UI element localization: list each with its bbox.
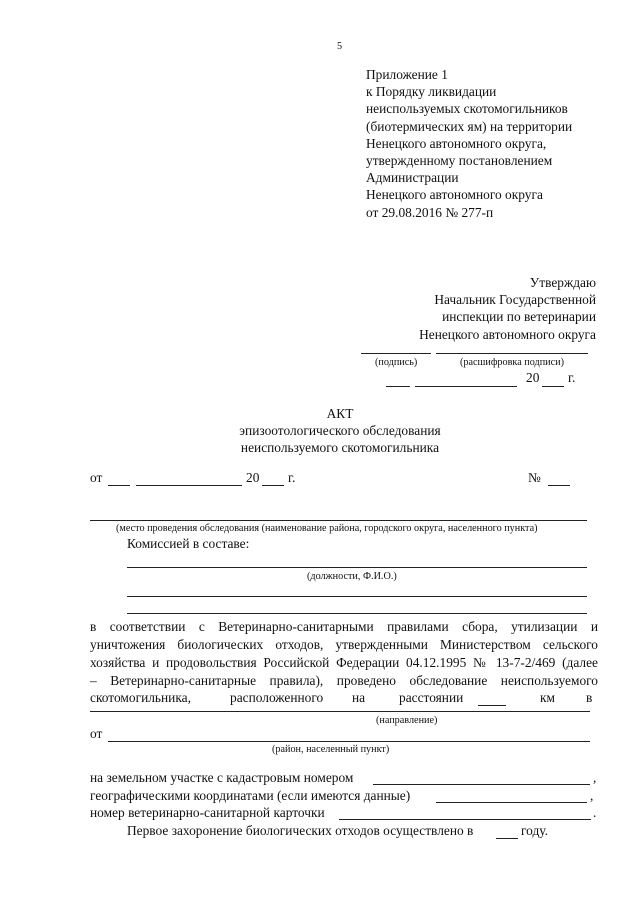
act-date-from: от [90,470,103,485]
act-year-suffix: г. [288,470,296,485]
coords-comma: , [590,788,594,803]
appendix-line: (биотермических ям) на территории [366,118,573,134]
approval-line: Начальник Государственной [434,292,596,308]
commission-line-2 [127,596,587,597]
coords-label: географическими координатами (если имеются данные) [90,788,411,803]
appendix-line: от 29.08.2016 № 277-п [366,204,494,220]
vet-card-label: номер ветеринарно-санитарной карточки [90,805,325,820]
approval-line: Утверждаю [529,275,596,290]
appendix-block [366,66,572,221]
cadastral-comma: , [593,770,597,785]
act-number-line [548,485,570,486]
approval-line: Ненецкого автономного округа [419,326,596,342]
first-burial-suffix: году. [521,823,548,838]
commission-line-3 [127,613,587,614]
approval-year-line [542,386,564,387]
commission-line-1 [127,567,587,568]
cadastral-label: на земельном участке с кадастровым номером [90,770,354,785]
approval-block [419,274,596,343]
approval-day-line [386,386,410,387]
body-line-3: хозяйства и продовольствия Российской Федерации 04.12.1995 № 13-7-2/469 (далее [90,655,598,670]
body-line-5-word2: расположенного [230,690,324,705]
page-number: 5 [337,41,343,52]
act-subtitle-line1: эпизоотологического обследования [239,423,441,438]
appendix-line: неиспользуемых скотомогильников [366,101,568,117]
approval-year-prefix: 20 [526,370,540,385]
appendix-line: Ненецкого автономного округа, [366,135,547,151]
vet-card-line [339,819,591,820]
district-line [108,741,590,742]
signature-line [361,353,431,354]
act-day-line [108,485,130,486]
decoding-caption: (расшифровка подписи) [460,357,564,368]
first-burial-prefix: Первое захоронение биологических отходов осуществлено в [127,823,474,838]
signature-decoding-line [436,353,588,354]
position-caption: (должности, Ф.И.О.) [307,571,397,582]
act-year-line [262,485,284,486]
body-line-5-v: в [586,690,593,705]
from-label: от [90,726,103,741]
direction-caption: (направление) [376,715,438,726]
body-line-5-word1: скотомогильника, [90,690,191,705]
direction-line [90,711,590,712]
act-subtitle-line2: неиспользуемого скотомогильника [240,440,440,455]
body-line-5-km: км [540,690,555,705]
appendix-line: к Порядку ликвидации [366,84,497,100]
appendix-line: Администрации [366,170,459,186]
approval-line: инспекции по ветеринарии [442,309,596,325]
act-month-line [136,485,242,486]
appendix-line: Приложение 1 [366,67,448,82]
body-line-1: в соответствии с Ветеринарно-санитарными правилами сбора, утилизации и [90,619,598,634]
appendix-line: Ненецкого автономного округа [366,187,543,203]
vet-card-period: . [593,805,597,820]
appendix-line: утвержденному постановлением [366,153,553,169]
coords-line [436,802,587,803]
district-caption: (район, населенный пункт) [272,744,390,755]
body-line-2: уничтожения биологических отходов, утвержденными Министерством сельского [90,637,598,652]
act-number-sign: № [528,470,541,485]
first-burial-year-line [496,838,518,839]
distance-line [478,705,506,706]
commission-label: Комиссией в составе: [127,536,250,551]
body-line-5-word3: на [352,690,366,705]
approval-month-line [415,386,517,387]
body-line-4: – Ветеринарно-санитарные правила), проведено обследование неиспользуемого [90,673,598,688]
body-line-5-word4: расстоянии [399,690,464,705]
approval-year-suffix: г. [568,370,576,385]
place-line [90,520,587,521]
act-title: АКТ [326,406,354,421]
act-year-prefix: 20 [246,470,260,485]
signature-caption: (подпись) [375,357,418,368]
cadastral-line [373,784,590,785]
place-caption: (место проведения обследования (наименование района, городского округа, населенного пункта) [116,523,538,534]
